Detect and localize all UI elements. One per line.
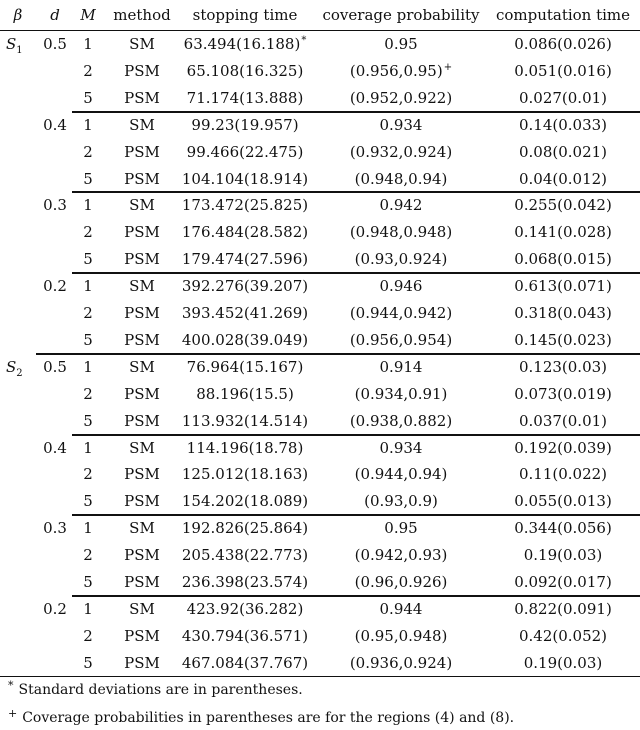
header-method: method — [113, 6, 171, 24]
table-row — [0, 381, 640, 407]
stopping-time-value: 65.108(16.325) — [186, 61, 304, 80]
m-value: 1 — [83, 357, 93, 376]
m-value: 2 — [83, 384, 93, 403]
table-row — [0, 327, 640, 353]
scenario-label — [6, 246, 34, 272]
computation-time-value: 0.613(0.071) — [514, 277, 612, 296]
method-value: SM — [129, 357, 155, 376]
footnote-marker: * — [301, 35, 307, 46]
scenario-label — [6, 300, 34, 326]
scenario-label — [6, 327, 34, 353]
stopping-time-cell — [176, 596, 314, 622]
stopping-time-value: 393.452(41.269) — [181, 304, 309, 322]
coverage-value: (0.948,0.948) — [349, 223, 453, 242]
d-value — [38, 219, 72, 245]
computation-time-value: 0.19(0.03) — [523, 653, 603, 672]
table-row — [0, 515, 640, 541]
m-value: 1 — [83, 196, 93, 215]
table-row — [0, 435, 640, 461]
m-value: 1 — [83, 277, 93, 296]
computation-time-value: 0.318(0.043) — [514, 304, 612, 322]
scenario-label-subscript: 2 — [16, 367, 23, 379]
coverage-cell — [318, 58, 484, 84]
d-value: 0.3 — [43, 196, 67, 215]
footnote-coverage-regions — [8, 708, 514, 729]
stopping-time-value: 176.484(28.582) — [181, 223, 309, 242]
method-value: SM — [129, 277, 155, 296]
method-value: SM — [129, 35, 155, 53]
computation-time-value: 0.145(0.023) — [514, 330, 612, 349]
m-value: 2 — [83, 465, 93, 484]
d-value — [38, 408, 72, 434]
computation-time-value: 0.822(0.091) — [514, 599, 612, 618]
header-m: M — [80, 6, 96, 24]
computation-time-value: 0.073(0.019) — [514, 384, 612, 403]
computation-time-value: 0.11(0.022) — [518, 465, 608, 484]
footnote-text: Standard deviations are in parentheses. — [18, 682, 303, 698]
header-d: d — [50, 6, 60, 24]
coverage-value: 0.944 — [379, 599, 423, 618]
scenario-label — [6, 488, 34, 514]
coverage-cell — [318, 461, 484, 487]
coverage-value: (0.956,0.954) — [349, 330, 453, 349]
m-value: 5 — [83, 169, 93, 188]
d-value — [38, 139, 72, 165]
scenario-label — [6, 31, 34, 57]
computation-time-value: 0.051(0.016) — [514, 61, 612, 80]
table-row — [0, 596, 640, 622]
m-value: 1 — [83, 438, 93, 457]
table-row — [0, 569, 640, 595]
d-value — [38, 300, 72, 326]
method-value: PSM — [124, 330, 160, 349]
d-value: 0.2 — [43, 277, 67, 296]
coverage-value: (0.934,0.91) — [354, 384, 448, 403]
table-row — [0, 58, 640, 84]
coverage-value: (0.96,0.926) — [354, 573, 448, 591]
stopping-time-value: 192.826(25.864) — [181, 519, 309, 538]
computation-time-value: 0.42(0.052) — [518, 626, 608, 645]
footnote-standard-deviations — [8, 680, 303, 701]
computation-time-value: 0.086(0.026) — [514, 35, 612, 53]
method-value: PSM — [124, 492, 160, 511]
method-value: PSM — [124, 465, 160, 484]
table-row — [0, 246, 640, 272]
coverage-value: (0.95,0.948) — [354, 626, 448, 645]
stopping-time-value: 423.92(36.282) — [186, 599, 304, 618]
computation-time-value: 0.055(0.013) — [514, 492, 612, 511]
m-value: 2 — [83, 304, 93, 322]
header-stopping-time: stopping time — [192, 6, 298, 24]
d-value: 0.5 — [43, 35, 67, 53]
stopping-time-value: 88.196(15.5) — [196, 384, 294, 403]
coverage-value: 0.95 — [384, 35, 418, 53]
stopping-time-value: 113.932(14.514) — [181, 411, 309, 430]
stopping-time-cell — [176, 246, 314, 272]
stopping-time-cell — [176, 327, 314, 353]
coverage-value: (0.952,0.922) — [349, 88, 453, 107]
method-value: PSM — [124, 169, 160, 188]
scenario-label-text: S — [6, 357, 17, 376]
footnote-mark: + — [8, 707, 18, 720]
header-beta: β — [13, 6, 23, 24]
d-value — [38, 569, 72, 595]
coverage-cell — [318, 650, 484, 676]
scenario-label — [6, 542, 34, 568]
computation-time-value: 0.19(0.03) — [523, 546, 603, 565]
computation-time-value: 0.08(0.021) — [518, 142, 608, 161]
m-value: 5 — [83, 492, 93, 511]
d-value — [38, 488, 72, 514]
stopping-time-value: 99.466(22.475) — [186, 142, 304, 161]
coverage-cell — [318, 488, 484, 514]
stopping-time-cell — [176, 515, 314, 541]
d-value: 0.2 — [43, 599, 67, 618]
stopping-time-value: 179.474(27.596) — [181, 250, 309, 269]
coverage-cell — [318, 85, 484, 111]
m-value: 5 — [83, 330, 93, 349]
coverage-cell — [318, 408, 484, 434]
stopping-time-value: 173.472(25.825) — [181, 196, 309, 215]
coverage-value: (0.93,0.9) — [364, 492, 438, 511]
stopping-time-cell — [176, 166, 314, 192]
coverage-value: 0.934 — [379, 438, 423, 457]
computation-time-value: 0.141(0.028) — [514, 223, 612, 242]
bottom-rule — [0, 676, 640, 677]
table-row — [0, 650, 640, 676]
scenario-label — [6, 623, 34, 649]
method-value: PSM — [124, 653, 160, 672]
method-value: PSM — [124, 573, 160, 591]
m-value: 1 — [83, 519, 93, 538]
method-value: PSM — [124, 88, 160, 107]
stopping-time-value: 467.084(37.767) — [181, 653, 309, 672]
d-value — [38, 85, 72, 111]
coverage-cell — [318, 381, 484, 407]
table-row — [0, 461, 640, 487]
coverage-value: (0.944,0.942) — [349, 304, 453, 322]
stopping-time-value: 114.196(18.78) — [186, 438, 304, 457]
computation-time-value: 0.255(0.042) — [514, 196, 612, 215]
footnote-text: Coverage probabilities in parentheses are for the regions (4) and (8). — [22, 710, 515, 726]
table-row — [0, 192, 640, 218]
method-value: PSM — [124, 223, 160, 242]
computation-time-value: 0.14(0.033) — [518, 115, 608, 134]
stopping-time-value: 125.012(18.163) — [181, 465, 309, 484]
stopping-time-cell — [176, 219, 314, 245]
m-value: 2 — [83, 626, 93, 645]
scenario-label-text: S — [6, 35, 17, 53]
d-value — [38, 58, 72, 84]
scenario-label — [6, 85, 34, 111]
coverage-cell — [318, 139, 484, 165]
coverage-cell — [318, 273, 484, 299]
scenario-label — [6, 273, 34, 299]
m-value: 2 — [83, 546, 93, 565]
header-coverage-probability: coverage probability — [322, 6, 480, 24]
scenario-label — [6, 461, 34, 487]
m-value: 5 — [83, 411, 93, 430]
footnote-marker: + — [443, 61, 453, 73]
scenario-label — [6, 139, 34, 165]
stopping-time-cell — [176, 650, 314, 676]
table-row — [0, 31, 640, 57]
stopping-time-cell — [176, 435, 314, 461]
footnote-mark: * — [8, 679, 14, 692]
scenario-label — [6, 596, 34, 622]
method-value: PSM — [124, 61, 160, 80]
stopping-time-value: 76.964(15.167) — [186, 357, 304, 376]
scenario-label-subscript: 1 — [16, 45, 23, 56]
coverage-cell — [318, 354, 484, 380]
method-value: PSM — [124, 250, 160, 269]
method-value: PSM — [124, 626, 160, 645]
coverage-value: 0.942 — [379, 196, 423, 215]
m-value: 5 — [83, 653, 93, 672]
method-value: SM — [129, 519, 155, 538]
coverage-value: (0.942,0.93) — [354, 546, 448, 565]
coverage-value: (0.932,0.924) — [349, 142, 453, 161]
m-value: 2 — [83, 223, 93, 242]
method-value: PSM — [124, 546, 160, 565]
coverage-value: (0.938,0.882) — [349, 411, 453, 430]
m-value: 5 — [83, 573, 93, 591]
stopping-time-cell — [176, 623, 314, 649]
stopping-time-value: 400.028(39.049) — [181, 330, 309, 349]
computation-time-value: 0.192(0.039) — [514, 438, 612, 457]
m-value: 5 — [83, 88, 93, 107]
coverage-cell — [318, 327, 484, 353]
coverage-cell — [318, 219, 484, 245]
computation-time-value: 0.068(0.015) — [514, 250, 612, 269]
m-value: 2 — [83, 61, 93, 80]
method-value: PSM — [124, 304, 160, 322]
coverage-cell — [318, 192, 484, 218]
stopping-time-value: 430.794(36.571) — [181, 626, 309, 645]
table-row — [0, 300, 640, 326]
stopping-time-cell — [176, 300, 314, 326]
coverage-value: (0.948,0.94) — [354, 169, 448, 188]
method-value: PSM — [124, 384, 160, 403]
table-row — [0, 488, 640, 514]
stopping-time-cell — [176, 112, 314, 138]
coverage-value: 0.914 — [379, 357, 423, 376]
scenario-label — [6, 515, 34, 541]
scenario-label — [6, 435, 34, 461]
stopping-time-cell — [176, 542, 314, 568]
coverage-cell — [318, 623, 484, 649]
coverage-cell — [318, 246, 484, 272]
scenario-label — [6, 381, 34, 407]
scenario-label — [6, 569, 34, 595]
stopping-time-value: 71.174(13.888) — [186, 88, 304, 107]
coverage-value: (0.93,0.924) — [354, 250, 448, 269]
computation-time-value: 0.344(0.056) — [514, 519, 612, 538]
stopping-time-cell — [176, 192, 314, 218]
coverage-cell — [318, 596, 484, 622]
stopping-time-cell — [176, 273, 314, 299]
method-value: SM — [129, 196, 155, 215]
stopping-time-value: 236.398(23.574) — [181, 573, 309, 591]
coverage-value: 0.934 — [379, 115, 423, 134]
coverage-value: 0.946 — [379, 277, 423, 296]
scenario-label — [6, 166, 34, 192]
m-value: 2 — [83, 142, 93, 161]
stopping-time-value: 154.202(18.089) — [181, 492, 309, 511]
stopping-time-cell — [176, 354, 314, 380]
scenario-label — [6, 192, 34, 218]
stopping-time-cell — [176, 31, 314, 57]
stopping-time-cell — [176, 139, 314, 165]
table-row — [0, 273, 640, 299]
table-row — [0, 166, 640, 192]
d-value — [38, 623, 72, 649]
coverage-cell — [318, 166, 484, 192]
stopping-time-value: 63.494(16.188) — [183, 35, 301, 53]
coverage-cell — [318, 435, 484, 461]
coverage-cell — [318, 31, 484, 57]
stopping-time-value: 205.438(22.773) — [181, 546, 309, 565]
d-value — [38, 542, 72, 568]
m-value: 5 — [83, 250, 93, 269]
stopping-time-cell — [176, 408, 314, 434]
method-value: SM — [129, 599, 155, 618]
m-value: 1 — [83, 115, 93, 134]
stopping-time-cell — [176, 381, 314, 407]
coverage-value: (0.944,0.94) — [354, 465, 448, 484]
scenario-label — [6, 112, 34, 138]
coverage-value: (0.956,0.95) — [349, 61, 443, 80]
stopping-time-cell — [176, 488, 314, 514]
table-row — [0, 623, 640, 649]
computation-time-value: 0.092(0.017) — [514, 573, 612, 591]
stopping-time-cell — [176, 85, 314, 111]
table-row — [0, 408, 640, 434]
d-value: 0.4 — [43, 115, 67, 134]
stopping-time-cell — [176, 58, 314, 84]
scenario-label — [6, 354, 34, 380]
table-row — [0, 112, 640, 138]
d-value — [38, 166, 72, 192]
d-value — [38, 381, 72, 407]
scenario-label — [6, 58, 34, 84]
d-value — [38, 327, 72, 353]
d-value — [38, 246, 72, 272]
coverage-value: 0.95 — [384, 519, 418, 538]
table-row — [0, 139, 640, 165]
header-computation-time: computation time — [495, 6, 631, 24]
table-header-row — [0, 2, 640, 28]
method-value: PSM — [124, 411, 160, 430]
coverage-cell — [318, 569, 484, 595]
m-value: 1 — [83, 35, 93, 53]
d-value: 0.3 — [43, 519, 67, 538]
scenario-label — [6, 219, 34, 245]
stopping-time-value: 99.23(19.957) — [191, 115, 299, 134]
m-value: 1 — [83, 599, 93, 618]
coverage-cell — [318, 300, 484, 326]
scenario-label — [6, 650, 34, 676]
stopping-time-cell — [176, 461, 314, 487]
d-value: 0.4 — [43, 438, 67, 457]
coverage-cell — [318, 542, 484, 568]
d-value — [38, 650, 72, 676]
table-row — [0, 219, 640, 245]
d-value: 0.5 — [43, 357, 67, 376]
scenario-label — [6, 408, 34, 434]
method-value: SM — [129, 438, 155, 457]
stopping-time-cell — [176, 569, 314, 595]
table-row — [0, 85, 640, 111]
coverage-value: (0.936,0.924) — [349, 653, 453, 672]
computation-time-value: 0.027(0.01) — [518, 88, 608, 107]
d-value — [38, 461, 72, 487]
computation-time-value: 0.123(0.03) — [518, 357, 608, 376]
coverage-cell — [318, 515, 484, 541]
method-value: PSM — [124, 142, 160, 161]
method-value: SM — [129, 115, 155, 134]
computation-time-value: 0.037(0.01) — [518, 411, 608, 430]
computation-time-value: 0.04(0.012) — [518, 169, 608, 188]
table-row — [0, 354, 640, 380]
table-row — [0, 542, 640, 568]
coverage-cell — [318, 112, 484, 138]
stopping-time-value: 392.276(39.207) — [181, 277, 309, 296]
stopping-time-value: 104.104(18.914) — [181, 169, 309, 188]
